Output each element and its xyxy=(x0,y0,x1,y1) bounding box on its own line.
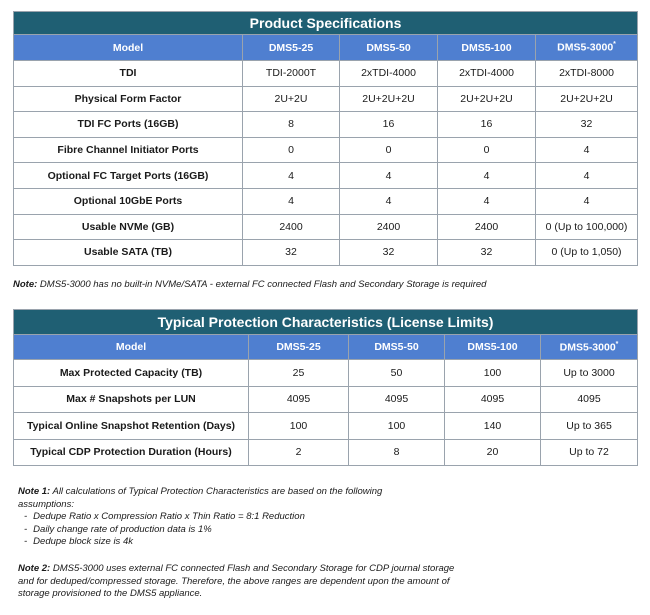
table-cell: 4 xyxy=(536,188,638,214)
table-cell: Up to 365 xyxy=(541,413,638,440)
column-header-text: DMS5-3000 xyxy=(557,41,614,54)
column-header-text: DMS5-3000 xyxy=(559,341,616,354)
table-cell: 0 xyxy=(438,137,536,163)
table-row xyxy=(14,61,638,87)
table-cell: 25 xyxy=(249,360,349,387)
protection-characteristics-table xyxy=(13,309,638,466)
row-label: TDI FC Ports (16GB) xyxy=(14,112,243,138)
table-cell: 32 xyxy=(243,240,340,266)
table-row xyxy=(14,214,638,240)
note-text: DMS5-3000 has no built-in NVMe/SATA - external FC connected Flash and Secondary Storage is required xyxy=(37,279,487,290)
column-header: Model xyxy=(14,35,243,61)
table-cell: 4 xyxy=(243,163,340,189)
note-label: Note: xyxy=(13,279,38,290)
table-cell: 4 xyxy=(438,188,536,214)
column-header: DMS5-100 xyxy=(445,335,541,360)
table-cell: 2400 xyxy=(438,214,536,240)
row-label: Optional FC Target Ports (16GB) xyxy=(14,163,243,189)
table-cell: 32 xyxy=(438,240,536,266)
note-label: Note 2: xyxy=(18,563,51,574)
table-cell: 32 xyxy=(536,112,638,138)
specs-note xyxy=(13,279,633,292)
table-cell: 8 xyxy=(243,112,340,138)
list-item: - Dedupe block size is 4k xyxy=(36,536,438,549)
column-header: DMS5-25 xyxy=(249,335,349,360)
table-cell: 8 xyxy=(349,439,445,466)
table-row xyxy=(14,137,638,163)
table-row xyxy=(14,439,638,466)
table-cell: 50 xyxy=(349,360,445,387)
note-2 xyxy=(18,563,458,601)
list-item: - Daily change rate of production data is 1% xyxy=(36,524,438,537)
table-cell: 2xTDI-4000 xyxy=(438,61,536,87)
table-title: Typical Protection Characteristics (License Limits) xyxy=(14,310,638,335)
product-specifications-table xyxy=(13,11,638,266)
table-cell: 2400 xyxy=(243,214,340,240)
table-cell: 2xTDI-8000 xyxy=(536,61,638,87)
table-cell: 4 xyxy=(438,163,536,189)
row-label: Fibre Channel Initiator Ports xyxy=(14,137,243,163)
table-cell: TDI-2000T xyxy=(243,61,340,87)
table-cell: 32 xyxy=(340,240,438,266)
column-header: DMS5-25 xyxy=(243,35,340,61)
row-label: Usable SATA (TB) xyxy=(14,240,243,266)
column-header xyxy=(541,335,638,360)
table-cell: 16 xyxy=(438,112,536,138)
table-cell: 2xTDI-4000 xyxy=(340,61,438,87)
table-row xyxy=(14,386,638,413)
table-cell: 4 xyxy=(340,188,438,214)
table-cell: 16 xyxy=(340,112,438,138)
row-label: Typical Online Snapshot Retention (Days) xyxy=(14,413,249,440)
table-cell: 4 xyxy=(536,163,638,189)
column-header: DMS5-100 xyxy=(438,35,536,61)
table-cell: 100 xyxy=(349,413,445,440)
row-label: Max # Snapshots per LUN xyxy=(14,386,249,413)
table-cell: 2400 xyxy=(340,214,438,240)
table-cell: 4095 xyxy=(349,386,445,413)
table-cell: 0 xyxy=(243,137,340,163)
table-cell: 20 xyxy=(445,439,541,466)
table-cell: 100 xyxy=(249,413,349,440)
table-title: Product Specifications xyxy=(14,12,638,35)
table-cell: 4095 xyxy=(541,386,638,413)
list-item: - Dedupe Ratio x Compression Ratio x Thin Ratio = 8:1 Reduction xyxy=(36,511,438,524)
table-cell: 2 xyxy=(249,439,349,466)
table-cell: 4095 xyxy=(249,386,349,413)
table-row xyxy=(14,163,638,189)
footnote-mark: * xyxy=(613,41,616,49)
column-header xyxy=(536,35,638,61)
table-cell: 0 (Up to 100,000) xyxy=(536,214,638,240)
table-row xyxy=(14,112,638,138)
table-cell: 2U+2U+2U xyxy=(536,86,638,112)
footnote-mark: * xyxy=(615,340,619,348)
table-cell: 4 xyxy=(243,188,340,214)
table-row xyxy=(14,360,638,387)
row-label: TDI xyxy=(14,61,243,87)
assumptions-list xyxy=(18,511,438,549)
table-row xyxy=(14,413,638,440)
table-cell: 140 xyxy=(445,413,541,440)
column-header: DMS5-50 xyxy=(340,35,438,61)
table-row xyxy=(14,86,638,112)
note-text: All calculations of Typical Protection Characteristics are based on the following assumptions: xyxy=(18,486,383,510)
column-header: DMS5-50 xyxy=(349,335,445,360)
note-label: Note 1: xyxy=(18,486,51,497)
table-row xyxy=(14,240,638,266)
row-label: Max Protected Capacity (TB) xyxy=(14,360,249,387)
table-cell: Up to 3000 xyxy=(541,360,638,387)
note-1 xyxy=(18,486,438,549)
table-cell: 0 (Up to 1,050) xyxy=(536,240,638,266)
table-cell: 0 xyxy=(340,137,438,163)
table-cell: 2U+2U+2U xyxy=(438,86,536,112)
row-label: Typical CDP Protection Duration (Hours) xyxy=(14,439,249,466)
table-cell: 2U+2U+2U xyxy=(340,86,438,112)
table-cell: 4 xyxy=(340,163,438,189)
row-label: Usable NVMe (GB) xyxy=(14,214,243,240)
note-text: DMS5-3000 uses external FC connected Flash and Secondary Storage for CDP journal storage and for deduped/compressed storage. Therefore, the above ranges are dependent upon the amount of storage provisioned to the DMS5 appliance. xyxy=(18,563,455,599)
table-body xyxy=(14,360,638,466)
table-cell: 4095 xyxy=(445,386,541,413)
table-cell: 100 xyxy=(445,360,541,387)
row-label: Physical Form Factor xyxy=(14,86,243,112)
table-body xyxy=(14,61,638,266)
table-row xyxy=(14,188,638,214)
table-cell: 4 xyxy=(536,137,638,163)
row-label: Optional 10GbE Ports xyxy=(14,188,243,214)
table-cell: Up to 72 xyxy=(541,439,638,466)
column-header: Model xyxy=(14,335,249,360)
table-cell: 2U+2U xyxy=(243,86,340,112)
